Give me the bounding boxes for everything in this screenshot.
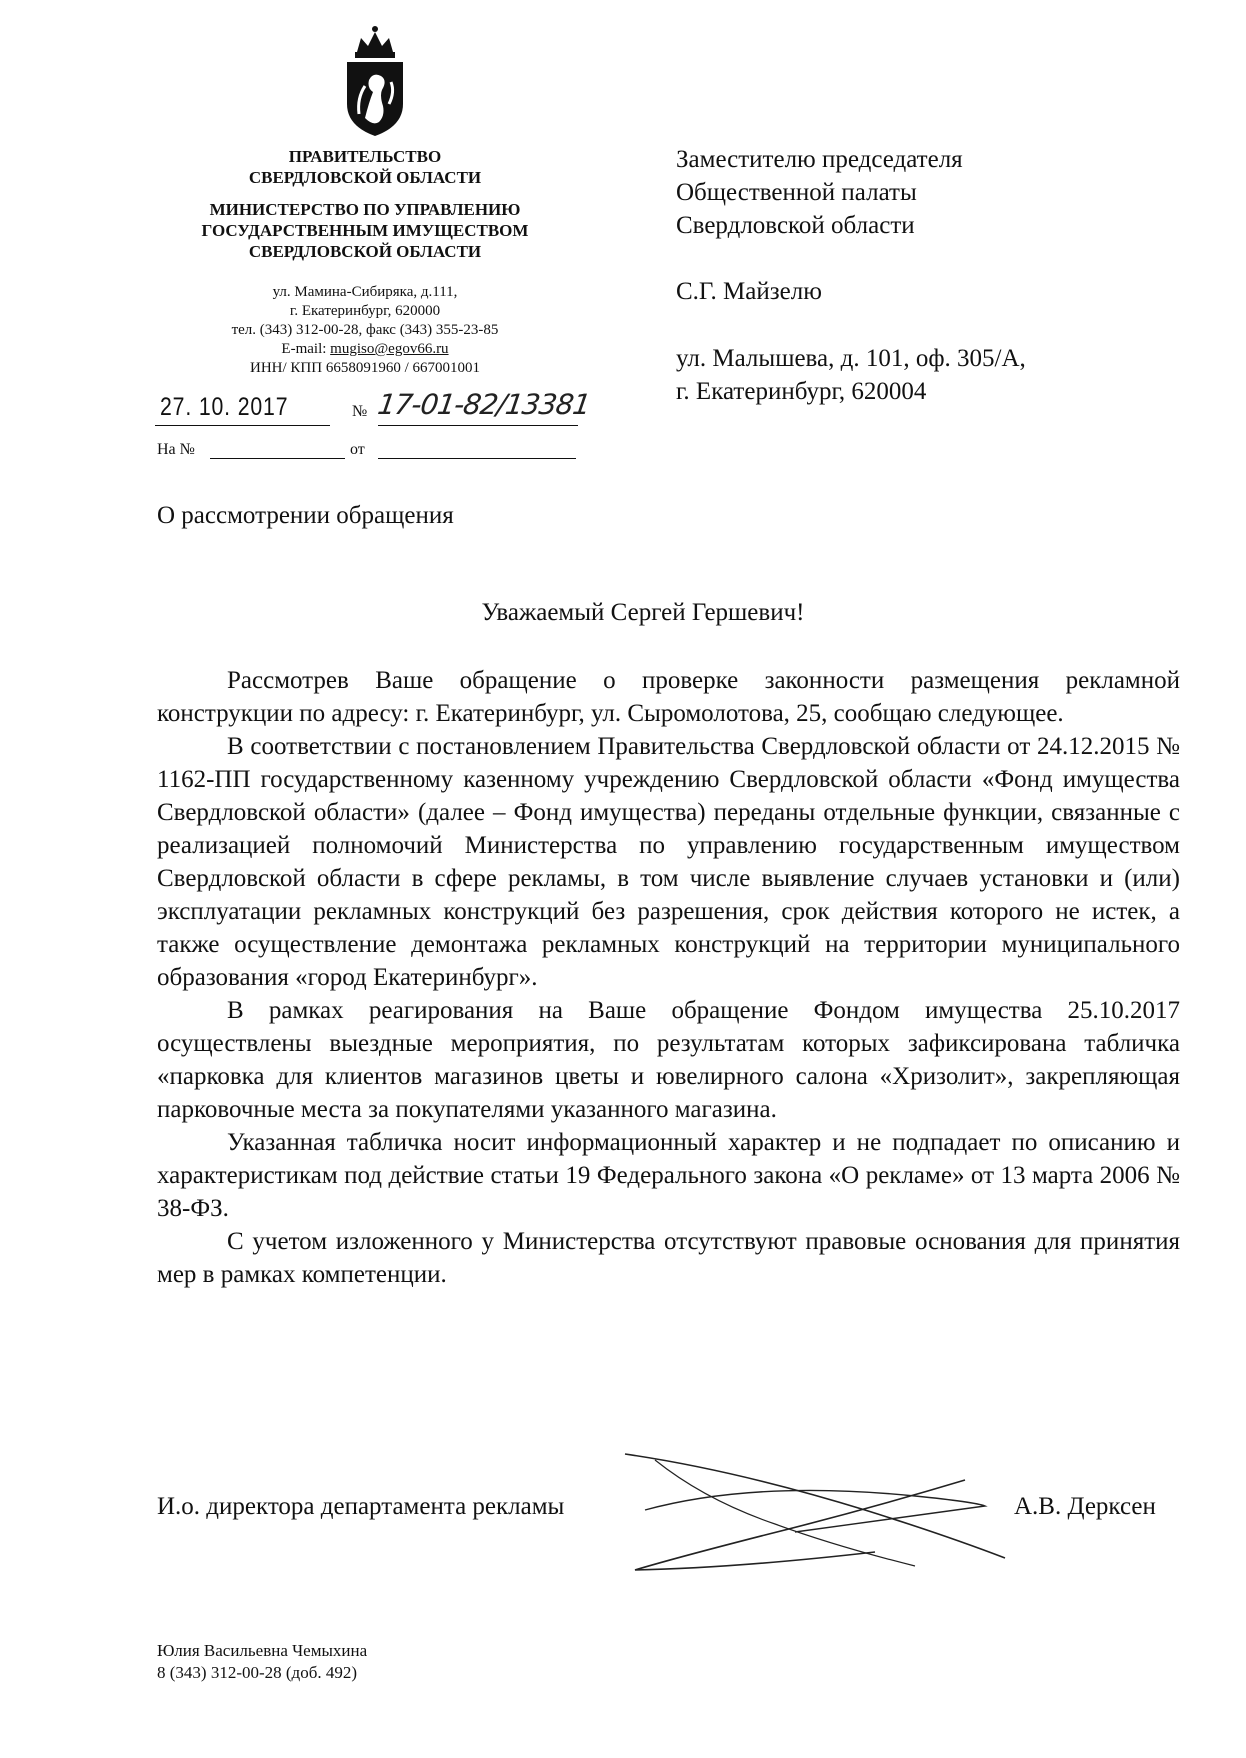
ministry-line1: МИНИСТЕРСТВО ПО УПРАВЛЕНИЮ <box>209 200 521 219</box>
ministry-line3: СВЕРДЛОВСКОЙ ОБЛАСТИ <box>248 242 482 261</box>
registration-date: 27. 10. 2017 <box>160 393 289 421</box>
ministry-header <box>150 199 580 262</box>
registration-number: 17-01-82/13381 <box>375 388 592 421</box>
email-link[interactable]: mugiso@egov66.ru <box>330 341 449 357</box>
coat-of-arms-icon <box>335 22 415 140</box>
handwritten-signature <box>615 1440 1015 1580</box>
executor-phone: 8 (343) 312-00-28 (доб. 492) <box>157 1663 358 1682</box>
recipient-title-line1: Заместителю председателя <box>676 146 963 173</box>
body-paragraph: С учетом изложенного у Министерства отсутствуют правовые основания для принятия мер в рамках компетенции. <box>157 1228 1180 1288</box>
reference-from-label: от <box>350 441 365 458</box>
ministry-line2: ГОСУДАРСТВЕННЫМ ИМУЩЕСТВОМ <box>201 221 529 240</box>
salutation: Уважаемый Сергей Гершевич! <box>481 599 805 626</box>
body-paragraph: В соответствии с постановлением Правительства Свердловской области от 24.12.2015 № 1162-ПП государственному казенному учреждению Свердловской области «Фонд имущества Свердловской области» (далее – Фонд имущества) переданы отдельные функции, связанные с реализацией полномочий Министерства по управлению государственным имуществом Свердловской области в сфере рекламы, в том числе выявление случаев установки и (или) эксплуатации рекламных конструкций без разрешения, срок действия которого не истек, а также осуществление демонтажа рекламных конструкций на территории муниципального образования «город Екатеринбург». <box>157 733 1180 991</box>
sender-address-line2: г. Екатеринбург, 620000 <box>289 303 441 319</box>
letter-subject: О рассмотрении обращения <box>157 502 454 529</box>
email-label: E-mail: <box>281 341 327 357</box>
sender-contacts <box>150 283 580 378</box>
registration-number-underline <box>378 425 578 426</box>
recipient-name: С.Г. Майзелю <box>676 278 822 305</box>
executor-info <box>157 1640 367 1684</box>
signatory-position: И.о. директора департамента рекламы <box>157 1493 565 1520</box>
letter-body <box>157 664 1180 1291</box>
government-line2: СВЕРДЛОВСКОЙ ОБЛАСТИ <box>248 168 482 187</box>
recipient-address-line1: ул. Малышева, д. 101, оф. 305/А, <box>676 345 1026 372</box>
reference-number-label: На № <box>157 441 195 458</box>
signatory-name: А.В. Дерксен <box>1014 1493 1156 1520</box>
recipient-address-line2: г. Екатеринбург, 620004 <box>676 378 927 405</box>
executor-name: Юлия Васильевна Чемыхина <box>157 1641 368 1660</box>
sender-phone: тел. (343) 312-00-28, факс (343) 355-23-85 <box>231 322 499 338</box>
recipient-title-line3: Свердловской области <box>676 212 915 239</box>
registration-date-underline <box>155 425 330 426</box>
registration-number-label: № <box>352 403 368 420</box>
government-line1: ПРАВИТЕЛЬСТВО <box>288 147 442 166</box>
sender-tax-ids: ИНН/ КПП 6658091960 / 667001001 <box>249 360 480 376</box>
recipient-title <box>676 143 963 242</box>
body-paragraph: Рассмотрев Ваше обращение о проверке законности размещения рекламной конструкции по адресу: г. Екатеринбург, ул. Сыромолотова, 25, сообщаю следующее. <box>157 667 1180 727</box>
sender-email-row <box>150 340 580 359</box>
sender-address-line1: ул. Мамина-Сибиряка, д.111, <box>272 284 458 300</box>
recipient-title-line2: Общественной палаты <box>676 179 917 206</box>
body-paragraph: Указанная табличка носит информационный характер и не подпадает по описанию и характеристикам под действие статьи 19 Федерального закона «О рекламе» от 13 марта 2006 № 38-ФЗ. <box>157 1129 1180 1222</box>
recipient-address <box>676 342 1026 408</box>
reference-number-blank <box>210 458 345 459</box>
government-header <box>150 146 580 188</box>
reference-date-blank <box>378 458 576 459</box>
body-paragraph: В рамках реагирования на Ваше обращение Фондом имущества 25.10.2017 осуществлены выездные мероприятия, по результатам которых зафиксирована табличка «парковка для клиентов магазинов цветы и ювелирного салона «Хризолит», закрепляющая парковочные места за покупателями указанного магазина. <box>157 997 1180 1123</box>
